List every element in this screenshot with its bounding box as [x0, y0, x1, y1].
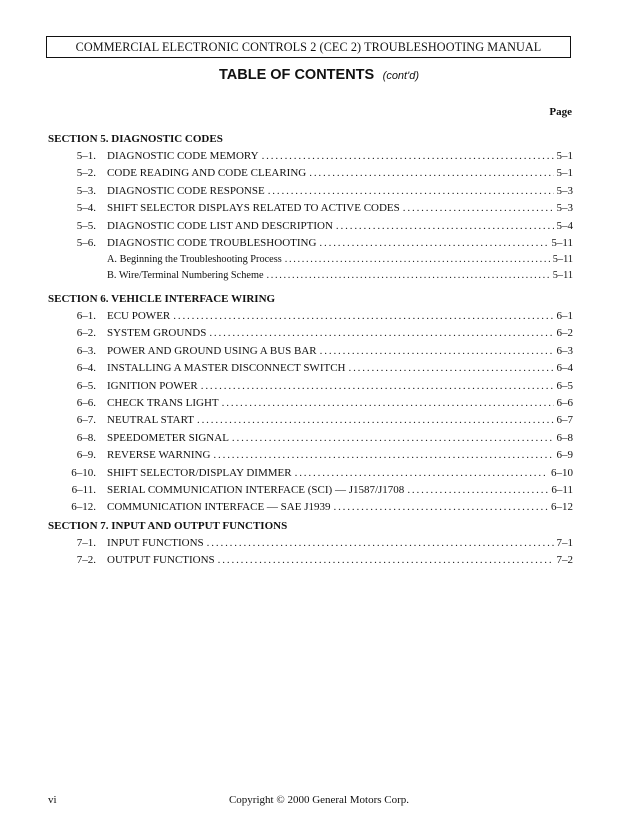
- toc-entry[interactable]: [46, 449, 573, 466]
- toc-entry-number: 5–6.: [76, 237, 96, 249]
- toc-entry[interactable]: [46, 484, 573, 501]
- dot-leader: [173, 310, 553, 322]
- dot-leader: [403, 202, 554, 214]
- toc-entry-title: A. Beginning the Troubleshooting Process: [107, 254, 282, 266]
- dot-leader: [336, 220, 554, 232]
- toc-entry-number: 6–7.: [76, 414, 96, 427]
- dot-leader: [197, 414, 554, 426]
- toc-entry[interactable]: [46, 345, 573, 362]
- toc-entry-title: SYSTEM GROUNDS: [107, 327, 207, 340]
- dot-leader: [222, 397, 554, 409]
- toc-entry-page: 5–11: [551, 237, 573, 249]
- dot-leader: [209, 327, 553, 339]
- toc-entry-page: 6–2: [556, 327, 573, 340]
- section-heading: SECTION 7. INPUT AND OUTPUT FUNCTIONS: [48, 520, 288, 532]
- dot-leader: [232, 432, 554, 444]
- dot-leader: [262, 150, 554, 162]
- dot-leader: [207, 537, 554, 549]
- dot-leader: [285, 254, 550, 265]
- toc-entry-number: 5–4.: [76, 202, 96, 215]
- toc-entry-page: 5–1: [556, 150, 573, 162]
- dot-leader: [348, 362, 553, 374]
- toc-entry-number: 6–9.: [76, 449, 96, 462]
- toc-entry-page: 6–3: [556, 344, 573, 357]
- toc-entry-number: 5–2.: [76, 167, 96, 180]
- dot-leader: [319, 237, 548, 249]
- footer-page-number: vi: [48, 794, 57, 806]
- toc-entry-title: SERIAL COMMUNICATION INTERFACE (SCI) — J1587/J1708: [107, 484, 405, 496]
- toc-entry-title: SHIFT SELECTOR/DISPLAY DIMMER: [107, 466, 292, 479]
- page-title-main: TABLE OF CONTENTS: [219, 67, 375, 83]
- dot-leader: [333, 501, 548, 513]
- dot-leader: [218, 554, 554, 566]
- toc-entry-title: IGNITION POWER: [107, 379, 198, 392]
- toc-entry[interactable]: [46, 167, 573, 184]
- toc-entry[interactable]: [46, 220, 573, 237]
- toc-entry[interactable]: [46, 237, 573, 254]
- toc-entry-page: 6–9: [556, 449, 573, 462]
- toc-entry-title: OUTPUT FUNCTIONS: [107, 554, 215, 567]
- toc-entry-number: 5–1.: [76, 150, 96, 162]
- toc-entry[interactable]: [46, 185, 573, 202]
- toc-entry-title: POWER AND GROUND USING A BUS BAR: [107, 344, 317, 357]
- toc-entry-page: 6–8: [556, 431, 573, 444]
- dot-leader: [201, 380, 554, 392]
- toc-entry[interactable]: [46, 362, 573, 379]
- dot-leader: [309, 167, 553, 179]
- toc-entry[interactable]: [46, 467, 573, 484]
- toc-entry-title: DIAGNOSTIC CODE MEMORY: [107, 150, 259, 162]
- toc-entry-title: SHIFT SELECTOR DISPLAYS RELATED TO ACTIVE CODES: [107, 202, 400, 215]
- toc-entry-title: CODE READING AND CODE CLEARING: [107, 167, 307, 180]
- toc-entry-number: 5–3.: [76, 184, 96, 197]
- footer-copyright: Copyright © 2000 General Motors Corp.: [228, 794, 410, 806]
- toc-entry-title: ECU POWER: [107, 310, 171, 322]
- dot-leader: [267, 270, 550, 281]
- toc-entry-page: 6–7: [556, 414, 573, 427]
- dot-leader: [268, 185, 554, 197]
- toc-entry-number: 6–11.: [71, 484, 96, 496]
- manual-header: [46, 36, 571, 58]
- toc-entry-number: 6–2.: [76, 327, 96, 340]
- toc-entry-page: 5–3: [556, 184, 573, 197]
- toc-entry-page: 6–1: [556, 310, 573, 322]
- toc-entry-title: DIAGNOSTIC CODE LIST AND DESCRIPTION: [107, 219, 333, 232]
- toc-entry[interactable]: [46, 432, 573, 449]
- toc-entry-number: 6–3.: [76, 344, 96, 357]
- toc-entry[interactable]: [46, 554, 573, 571]
- toc-entry[interactable]: [46, 150, 573, 167]
- section-heading: SECTION 5. DIAGNOSTIC CODES: [48, 133, 223, 145]
- toc-entry-title: DIAGNOSTIC CODE TROUBLESHOOTING: [107, 237, 317, 249]
- toc-entry[interactable]: [46, 202, 573, 219]
- dot-leader: [295, 467, 548, 479]
- toc-entry[interactable]: [46, 327, 573, 344]
- toc-entry-number: 6–6.: [76, 397, 96, 409]
- toc-entry-page: 5–3: [556, 202, 573, 215]
- toc-entry-page: 7–2: [556, 554, 573, 567]
- toc-entry-title: NEUTRAL START: [107, 414, 194, 427]
- toc-entry-page: 6–12: [551, 501, 573, 514]
- dot-leader: [407, 484, 548, 496]
- toc-entry-number: 6–8.: [76, 431, 96, 444]
- toc-entry-title: REVERSE WARNING: [107, 449, 211, 462]
- toc-entry[interactable]: [46, 414, 573, 431]
- toc-entry-page: 5–11: [552, 269, 573, 281]
- toc-entry-page: 6–11: [551, 484, 573, 496]
- toc-subentry[interactable]: [46, 270, 573, 287]
- dot-leader: [213, 449, 553, 461]
- toc-entry-number: 6–10.: [71, 466, 96, 479]
- toc-entry-number: 7–2.: [76, 554, 96, 567]
- page-title-contd: (cont'd): [382, 70, 419, 82]
- toc-entry-page: 6–5: [556, 379, 573, 392]
- toc-entry-page: 7–1: [556, 537, 573, 549]
- toc-entry-title: B. Wire/Terminal Numbering Scheme: [107, 269, 264, 281]
- toc-entry-number: 6–12.: [71, 501, 96, 514]
- toc-entry-number: 6–1.: [76, 310, 96, 322]
- toc-entry-title: CHECK TRANS LIGHT: [107, 397, 219, 409]
- toc-entry-number: 7–1.: [76, 537, 96, 549]
- toc-entry-title: SPEEDOMETER SIGNAL: [107, 431, 229, 444]
- toc-entry-page: 6–6: [556, 397, 573, 409]
- toc-entry-page: 5–1: [556, 167, 573, 180]
- toc-entry-number: 6–4.: [76, 362, 96, 375]
- toc-entry-title: DIAGNOSTIC CODE RESPONSE: [107, 184, 265, 197]
- manual-header-text: COMMERCIAL ELECTRONIC CONTROLS 2 (CEC 2) TROUBLESHOOTING MANUAL: [75, 39, 542, 54]
- page-title: [0, 66, 638, 84]
- toc-entry-page: 6–10: [551, 466, 573, 479]
- toc-entry-page: 5–11: [552, 254, 573, 266]
- toc-entry[interactable]: [46, 310, 573, 327]
- toc-entry-page: 6–4: [556, 362, 573, 375]
- toc-entry-title: INPUT FUNCTIONS: [107, 537, 204, 549]
- toc-entry[interactable]: [46, 380, 573, 397]
- toc-entry[interactable]: [46, 537, 573, 554]
- toc-entry[interactable]: [46, 397, 573, 414]
- toc-entry-title: INSTALLING A MASTER DISCONNECT SWITCH: [107, 362, 346, 375]
- dot-leader: [320, 345, 554, 357]
- page-column-label: Page: [549, 106, 572, 118]
- toc-entry-page: 5–4: [556, 219, 573, 232]
- section-heading: SECTION 6. VEHICLE INTERFACE WIRING: [48, 293, 276, 305]
- toc-entry-title: COMMUNICATION INTERFACE — SAE J1939: [107, 501, 331, 514]
- toc-entry-number: 5–5.: [76, 219, 96, 232]
- toc-entry[interactable]: [46, 501, 573, 518]
- toc-entry-number: 6–5.: [76, 379, 96, 392]
